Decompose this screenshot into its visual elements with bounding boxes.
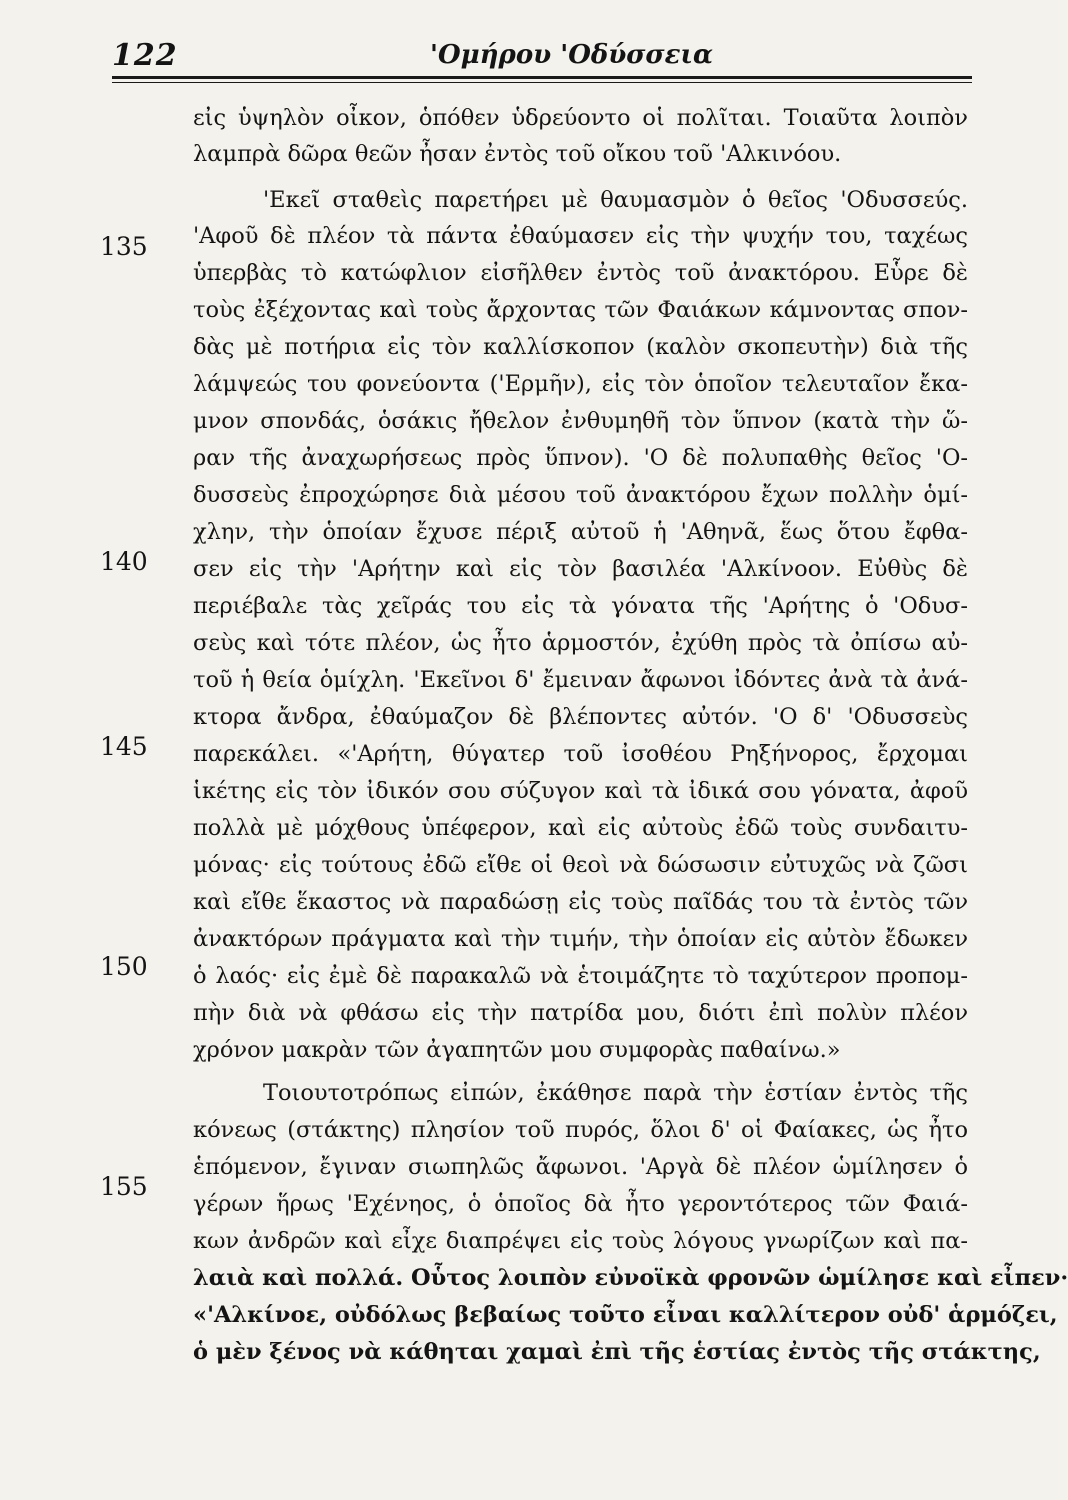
line-number: 155: [100, 1172, 148, 1201]
line-number: 140: [100, 547, 148, 576]
text-line: πολλὰ μὲ μόχθους ὑπέφερον, καὶ εἰς αὐτοὺς ἐδῶ τοὺς συνδαιτυ-: [193, 815, 968, 841]
header-rule-thick: [112, 76, 972, 79]
text-line: ὁ μὲν ξένος νὰ κάθηται χαμαὶ ἐπὶ τῆς ἑστίας ἐντὸς τῆς στάκτης,: [193, 1339, 1041, 1365]
text-line: τοὺς ἐξέχοντας καὶ τοὺς ἄρχοντας τῶν Φαιάκων κάμνοντας σπον-: [193, 297, 968, 323]
text-line: ἀνακτόρων πράγματα καὶ τὴν τιμήν, τὴν ὁποίαν εἰς αὐτὸν ἔδωκεν: [193, 926, 968, 952]
text-line: μόνας· εἰς τούτους ἐδῶ εἴθε οἱ θεοὶ νὰ δώσωσιν εὐτυχῶς νὰ ζῶσι: [193, 852, 968, 878]
text-line: κων ἀνδρῶν καὶ εἶχε διαπρέψει εἰς τοὺς λόγους γνωρίζων καὶ πα-: [193, 1228, 968, 1254]
text-line: ἑπόμενον, ἔγιναν σιωπηλῶς ἄφωνοι. 'Αργὰ δὲ πλέον ὡμίλησεν ὁ: [193, 1154, 968, 1180]
page-header: [112, 38, 972, 74]
running-title: 'Ομήρου 'Οδύσσεια: [430, 40, 713, 70]
text-line: σεν εἰς τὴν 'Αρήτην καὶ εἰς τὸν βασιλέα 'Αλκίνοον. Εὐθὺς δὲ: [193, 556, 968, 582]
line-number: 135: [100, 232, 148, 261]
text-line: 'Αφοῦ δὲ πλέον τὰ πάντα ἐθαύμασεν εἰς τὴν ψυχήν του, ταχέως: [193, 223, 968, 249]
line-number: 145: [100, 732, 148, 761]
text-line: κόνεως (στάκτης) πλησίον τοῦ πυρός, ὅλοι δ' οἱ Φαίακες, ὡς ἦτο: [193, 1117, 968, 1143]
text-line: δὰς μὲ ποτήρια εἰς τὸν καλλίσκοπον (καλὸν σκοπευτὴν) διὰ τῆς: [193, 334, 968, 360]
text-line: ὑπερβὰς τὸ κατώφλιον εἰσῆλθεν ἐντὸς τοῦ ἀνακτόρου. Εὗρε δὲ: [193, 260, 968, 286]
text-line: γέρων ἥρως 'Εχένηος, ὁ ὁποῖος δὰ ἦτο γεροντότερος τῶν Φαιά-: [193, 1191, 968, 1217]
text-line: λαιὰ καὶ πολλά. Οὗτος λοιπὸν εὐνοϊκὰ φρονῶν ὡμίλησε καὶ εἶπεν·: [193, 1265, 1068, 1291]
text-line: σεὺς καὶ τότε πλέον, ὡς ἦτο ἁρμοστόν, ἐχύθη πρὸς τὰ ὀπίσω αὐ-: [193, 630, 968, 656]
text-line: χρόνον μακρὰν τῶν ἀγαπητῶν μου συμφορὰς παθαίνω.»: [193, 1037, 841, 1063]
text-line: ὁ λαός· εἰς ἐμὲ δὲ παρακαλῶ νὰ ἑτοιμάζητε τὸ ταχύτερον προπομ-: [193, 963, 968, 989]
text-line: Τοιουτοτρόπως εἰπών, ἐκάθησε παρὰ τὴν ἑστίαν ἐντὸς τῆς: [263, 1080, 968, 1106]
text-line: λαμπρὰ δῶρα θεῶν ἦσαν ἐντὸς τοῦ οἴκου τοῦ 'Αλκινόου.: [193, 141, 842, 167]
text-line: παρεκάλει. «'Αρήτη, θύγατερ τοῦ ἰσοθέου Ρηξήνορος, ἔρχομαι: [193, 741, 968, 767]
text-line: πὴν διὰ νὰ φθάσω εἰς τὴν πατρίδα μου, διότι ἐπὶ πολὺν πλέον: [193, 1000, 968, 1026]
text-line: κτορα ἄνδρα, ἐθαύμαζον δὲ βλέποντες αὐτόν. 'Ο δ' 'Οδυσσεὺς: [193, 704, 968, 730]
text-line: ἱκέτης εἰς τὸν ἰδικόν σου σύζυγον καὶ τὰ ἰδικά σου γόνατα, ἀφοῦ: [193, 778, 968, 804]
text-line: τοῦ ἡ θεία ὁμίχλη. 'Εκεῖνοι δ' ἔμειναν ἄφωνοι ἰδόντες ἀνὰ τὰ ἀνά-: [193, 667, 968, 693]
text-line: λάμψεώς του φονεύοντα ('Ερμῆν), εἰς τὸν ὁποῖον τελευταῖον ἔκα-: [193, 371, 968, 397]
text-line: καὶ εἴθε ἕκαστος νὰ παραδώσῃ εἰς τοὺς παῖδάς του τὰ ἐντὸς τῶν: [193, 889, 968, 915]
text-line: 'Εκεῖ σταθεὶς παρετήρει μὲ θαυμασμὸν ὁ θεῖος 'Οδυσσεύς.: [263, 187, 968, 213]
text-line: ραν τῆς ἀναχωρήσεως πρὸς ὕπνον). 'Ο δὲ πολυπαθὴς θεῖος 'Ο-: [193, 445, 968, 471]
page-number: 122: [112, 38, 178, 73]
text-line: «'Αλκίνοε, οὐδόλως βεβαίως τοῦτο εἶναι καλλίτερον οὐδ' ἁρμόζει,: [193, 1302, 1058, 1328]
text-line: χλην, τὴν ὁποίαν ἔχυσε πέριξ αὐτοῦ ἡ 'Αθηνᾶ, ἕως ὅτου ἔφθα-: [193, 519, 968, 545]
line-number: 150: [100, 952, 148, 981]
header-rule-thin: [112, 82, 972, 83]
text-line: δυσσεὺς ἐπροχώρησε διὰ μέσου τοῦ ἀνακτόρου ἔχων πολλὴν ὁμί-: [193, 482, 968, 508]
text-line: μνον σπονδάς, ὁσάκις ἤθελον ἐνθυμηθῆ τὸν ὕπνον (κατὰ τὴν ὥ-: [193, 408, 968, 434]
text-line: εἰς ὑψηλὸν οἶκον, ὁπόθεν ὑδρεύοντο οἱ πολῖται. Τοιαῦτα λοιπὸν: [193, 105, 968, 131]
text-line: περιέβαλε τὰς χεῖράς του εἰς τὰ γόνατα τῆς 'Αρήτης ὁ 'Οδυσ-: [193, 593, 968, 619]
